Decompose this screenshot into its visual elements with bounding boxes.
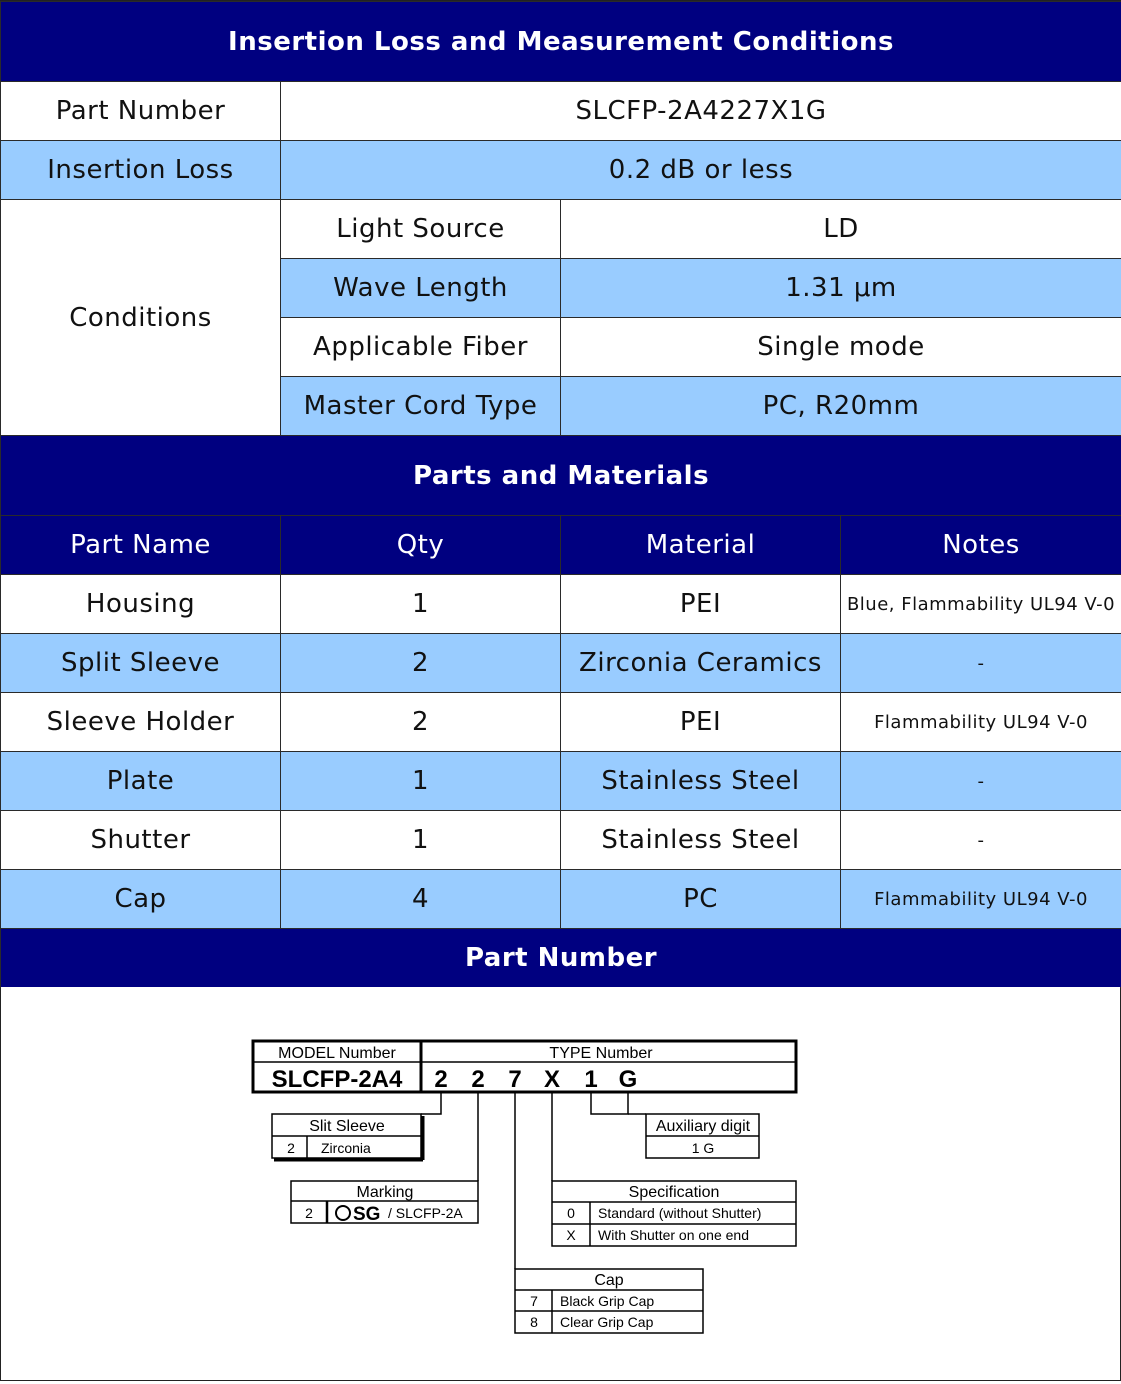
part-qty: 1 (281, 575, 561, 634)
table-row (1, 752, 1121, 811)
part-name: Plate (1, 752, 281, 811)
part-qty: 1 (281, 752, 561, 811)
part-material: Stainless Steel (561, 811, 841, 870)
model-label: MODEL Number (278, 1045, 396, 1062)
part-notes: Flammability UL94 V-0 (841, 870, 1121, 929)
condition-label: Wave Length (281, 259, 561, 318)
aux-title: Auxiliary digit (656, 1118, 751, 1135)
type-digit: 7 (508, 1066, 521, 1093)
part-number-section-title: Part Number (1, 929, 1121, 988)
cap-code: 7 (530, 1293, 538, 1309)
parts-section-title: Parts and Materials (1, 436, 1121, 516)
column-header-part-name: Part Name (1, 516, 281, 575)
condition-label: Applicable Fiber (281, 318, 561, 377)
part-material: PEI (561, 575, 841, 634)
aux-code: 1 G (692, 1140, 715, 1156)
part-notes: - (841, 752, 1121, 811)
slit-sleeve-code: 2 (287, 1140, 295, 1156)
part-number-value: SLCFP-2A4227X1G (281, 82, 1121, 141)
column-header-qty: Qty (281, 516, 561, 575)
cap-desc: Black Grip Cap (560, 1293, 654, 1309)
part-number-diagram (1, 987, 1120, 1380)
spec-code: 0 (567, 1205, 575, 1221)
condition-label: Master Cord Type (281, 377, 561, 436)
type-digit: 2 (471, 1066, 484, 1093)
part-notes: - (841, 634, 1121, 693)
part-qty: 2 (281, 693, 561, 752)
condition-value: 1.31 μm (561, 259, 1121, 318)
cap-title: Cap (594, 1272, 623, 1289)
part-material: PC (561, 870, 841, 929)
conditions-label: Conditions (1, 200, 281, 436)
part-notes: Blue, Flammability UL94 V-0 (841, 575, 1121, 634)
part-name: Shutter (1, 811, 281, 870)
part-material: Zirconia Ceramics (561, 634, 841, 693)
part-qty: 4 (281, 870, 561, 929)
spec-title: Specification (629, 1184, 720, 1201)
part-name: Split Sleeve (1, 634, 281, 693)
model-value: SLCFP-2A4 (272, 1066, 403, 1093)
marking-logo: SG (353, 1204, 380, 1225)
table-row (1, 811, 1121, 870)
parts-materials-table (0, 435, 1121, 988)
type-digit: 1 (584, 1066, 597, 1093)
condition-label: Light Source (281, 200, 561, 259)
part-qty: 2 (281, 634, 561, 693)
slit-sleeve-desc: Zirconia (321, 1140, 371, 1156)
part-number-label: Part Number (1, 82, 281, 141)
marking-desc: / SLCFP-2A (388, 1205, 463, 1221)
part-name: Housing (1, 575, 281, 634)
condition-value: LD (561, 200, 1121, 259)
table-row (1, 870, 1121, 929)
type-digit: X (544, 1066, 560, 1093)
spec-code: X (566, 1227, 576, 1243)
condition-value: PC, R20mm (561, 377, 1121, 436)
part-notes: - (841, 811, 1121, 870)
condition-value: Single mode (561, 318, 1121, 377)
part-notes: Flammability UL94 V-0 (841, 693, 1121, 752)
slit-sleeve-title: Slit Sleeve (309, 1118, 385, 1135)
type-digit: 2 (434, 1066, 447, 1093)
part-name: Sleeve Holder (1, 693, 281, 752)
insertion-loss-label: Insertion Loss (1, 141, 281, 200)
column-header-notes: Notes (841, 516, 1121, 575)
part-material: Stainless Steel (561, 752, 841, 811)
cap-desc: Clear Grip Cap (560, 1314, 654, 1330)
insertion-section-title: Insertion Loss and Measurement Conditions (1, 2, 1121, 82)
part-qty: 1 (281, 811, 561, 870)
marking-code: 2 (305, 1205, 313, 1221)
type-digit: G (619, 1066, 638, 1093)
part-number-breakdown (1, 987, 1120, 1380)
marking-title: Marking (357, 1184, 414, 1201)
column-header-material: Material (561, 516, 841, 575)
spec-desc: With Shutter on one end (598, 1227, 749, 1243)
table-row (1, 634, 1121, 693)
part-material: PEI (561, 693, 841, 752)
insertion-loss-table (0, 1, 1121, 436)
spec-desc: Standard (without Shutter) (598, 1205, 761, 1221)
part-name: Cap (1, 870, 281, 929)
table-row (1, 575, 1121, 634)
cap-code: 8 (530, 1314, 538, 1330)
insertion-loss-value: 0.2 dB or less (281, 141, 1121, 200)
table-row (1, 693, 1121, 752)
type-label: TYPE Number (549, 1045, 653, 1062)
sg-logo-icon (336, 1206, 350, 1220)
